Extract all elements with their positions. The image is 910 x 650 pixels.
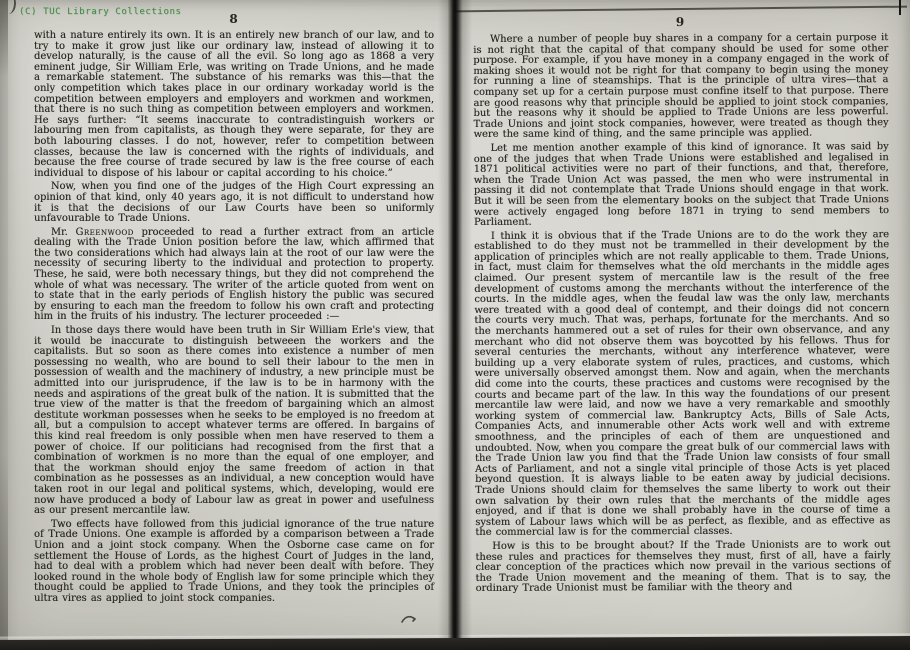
page-left bbox=[10, 0, 446, 637]
page-number-left: 8 bbox=[229, 12, 239, 26]
watermark: (C) TUC Library Collections bbox=[19, 7, 182, 17]
paragraph-text: Mr. bbox=[50, 226, 76, 238]
paragraph: Two effects have followed from this judicial ignorance of the true nature of Trade Unions. One example is afforded by a comparison between a Trade Union and a joint stock company. When the Osborne case came on for settlement the House of Lords, as the highest Court of Judges in the land, had to deal with a problem which had never been dealt with before. They looked round in the whole body of English law for some principle which they thought could be applied to Trade Unions, and they took the principles of ultra vires as applied to joint stock companies. bbox=[34, 518, 434, 604]
paragraph bbox=[34, 228, 434, 323]
paragraph-text: proceeded to read a further extract from an article dealing with the Trade Union position before the law, which affirmed that the two considerations which had always lain at the root of our law were the necessity of securing liberty to the individual and protection to property. These, he said, were both necessary things, but they did not comprehend the whole of what was necessary. The writer of the article quoted from went on to state that in the early periods of English history the public was secured by ensuring to each man the freedom to follow his own craft and protecting him in the fruits of his industry. The lecturer proceeded :— bbox=[34, 226, 434, 323]
paragraph: How is this to be brought about? If the Trade Unionists are to work out these rules and practices for themselves they must, first of all, have a fairly clear conception of the practices which now prevail in the various sections of the Trade Union movement and the meaning of them. That is to say, the ordinary Trade Unionist must be familiar with the theory and bbox=[475, 539, 891, 595]
page-right bbox=[461, 0, 905, 637]
paragraph: with a nature entirely its own. It is an entirely new branch of our law, and to try to make it grow just like our ordinary law, instead of allowing it to develop naturally, is the cause of all the evil. So long ago as 1868 a very eminent judge, Sir William Erle, was writing on Trade Unions, and he made a remarkable statement. The substance of his remarks was this—that the only competition which takes place in our ordinary workaday world is the competition between employers and employers and workmen and workmen, that there is no such thing as competition between employers and workmen. He says further: “It seems inaccurate to contradistinguish workers or labouring men from capitalists, as though they were separate, for they are both labouring classes. I do not, however, refer to competition between classes, because the law is concerned with the rights of individuals, and because the free course of trade secured by law is the free course of each individual to dispose of his labour or capital according to his choice.” bbox=[34, 30, 434, 179]
corner-tick-mark bbox=[899, 0, 902, 15]
left-edge-shadow bbox=[0, 0, 8, 650]
page-left-text bbox=[34, 31, 434, 604]
paragraph: Where a number of people buy shares in a company for a certain purpose it is not right that the capital of that company should be used for some other purpose. For example, if you have money in a company engaged in the work of making shoes it would not be right for that company to begin using the money for running a line of steamships. That is the principle of ultra vires—that a company set up for a certain purpose must confine itself to that purpose. There are good reasons why that principle should be applied to joint stock companies, but the reasons why it should be applied to Trade Unions are less powerful. Trade Unions and joint stock companies, however, were treated as though they were the same kind of thing, and the same principle was applied. bbox=[473, 32, 889, 141]
page-right-text bbox=[473, 33, 890, 595]
page-number-right: 9 bbox=[675, 15, 686, 30]
pen-mark bbox=[400, 609, 418, 628]
book-gutter bbox=[438, 0, 472, 642]
paragraph: Let me mention another example of this kind of ignorance. It was said by one of the judges that when Trade Unions were established and legalised in 1871 political activities were no part of their functions, and that, therefore, when the Trade Union Act was passed, the men who were instrumental in passing it did not contemplate that Trade Unions should engage in that work. But it will be seen from the elementary books on the subject that Trade Unions were actively engaged long before 1871 in trying to send members to Parliament. bbox=[473, 141, 889, 229]
paragraph: Now, when you find one of the judges of the High Court expressing an opinion of that kind, only 40 years ago, it is not difficult to understand how it is that the decisions of our Law Courts have been so uniformly unfavourable to Trade Unions. bbox=[34, 181, 434, 225]
paragraph: I think it is obvious that if the Trade Unions are to do the work they are established to do they must not be trammelled in their development by the application of principles which are not really applicable to them. Trade Unions, in fact, must claim for themselves what the old merchants in the middle ages claimed. Our present system of mercantile law is the result of the free development of customs among the merchants without the interference of the courts. In the middle ages, when the feudal law was the only law, merchants were treated with a good deal of contempt, and their doings did not concern the courts very much. That was, perhaps, fortunate for the merchants. And so the merchants hammered out a set of rules for their own observance, and any merchant who did not observe them was boycotted by his fellows. Thus for several centuries the merchants, without any interference whatever, were building up a very elaborate system of rules, practices, and customs, which were universally observed amongst them. Now and again, when the merchants did come into the courts, these practices and customs were recognised by the courts and became part of the law. In this way the foundations of our present mercantile law were laid, and now we have a very remarkable and smoothly working system of commercial law. Bankruptcy Acts, Bills of Sale Acts, Companies Acts, and innumerable other Acts work well and with extreme smoothness, and the principles of each of them are unquestioned and undoubted. Now, when you compare the great bulk of our commercial laws with the Trade Union law you find that the Trade Union law consists of four small Acts of Parliament, and not a single vital principle of those Acts is yet placed beyond question. It is always liable to be eaten away by judicial decisions. Trade Unions should claim for themselves the same liberty to work out their own salvation by their own rules that the merchants of the middle ages enjoyed, and if that is done we shall probably have in the course of time a system of Labour laws which will be as perfect, as flexible, and as effective as the commercial law is for the commercial classes. bbox=[474, 228, 891, 539]
speaker-name: Greenwood bbox=[75, 226, 134, 238]
paragraph: In those days there would have been truth in Sir William Erle's view, that it would be inaccurate to distinguish betweeen the workers and the capitalists. But so soon as there comes into existence a number of men possessing no wealth, who are bound to sell their labour to the men in possession of wealth and the machinery of industry, a new principle must be admitted into our jurisprudence, if the law is to be in harmony with the needs and aspirations of the great bulk of the nation. It is submitted that the true view of the matter is that the freedom of bargaining which an almost destitute workman possesses when he seeks to be employed is no freedom at all, but a compulsion to accept whatever terms are offered. In bargains of this kind real freedom is only possible when men have reserved to them a power of choice. If our politicians had recognised from the first that a combination of workmen is no more than the equal of one employer, and that the workman should enjoy the same freedom of action in that combination as he possesses as an individual, a new conception would have taken root in our legal and political systems, which, developing, would ere now have produced a body of Labour law as great in power and usefulness as our present mercantile law. bbox=[34, 325, 434, 517]
